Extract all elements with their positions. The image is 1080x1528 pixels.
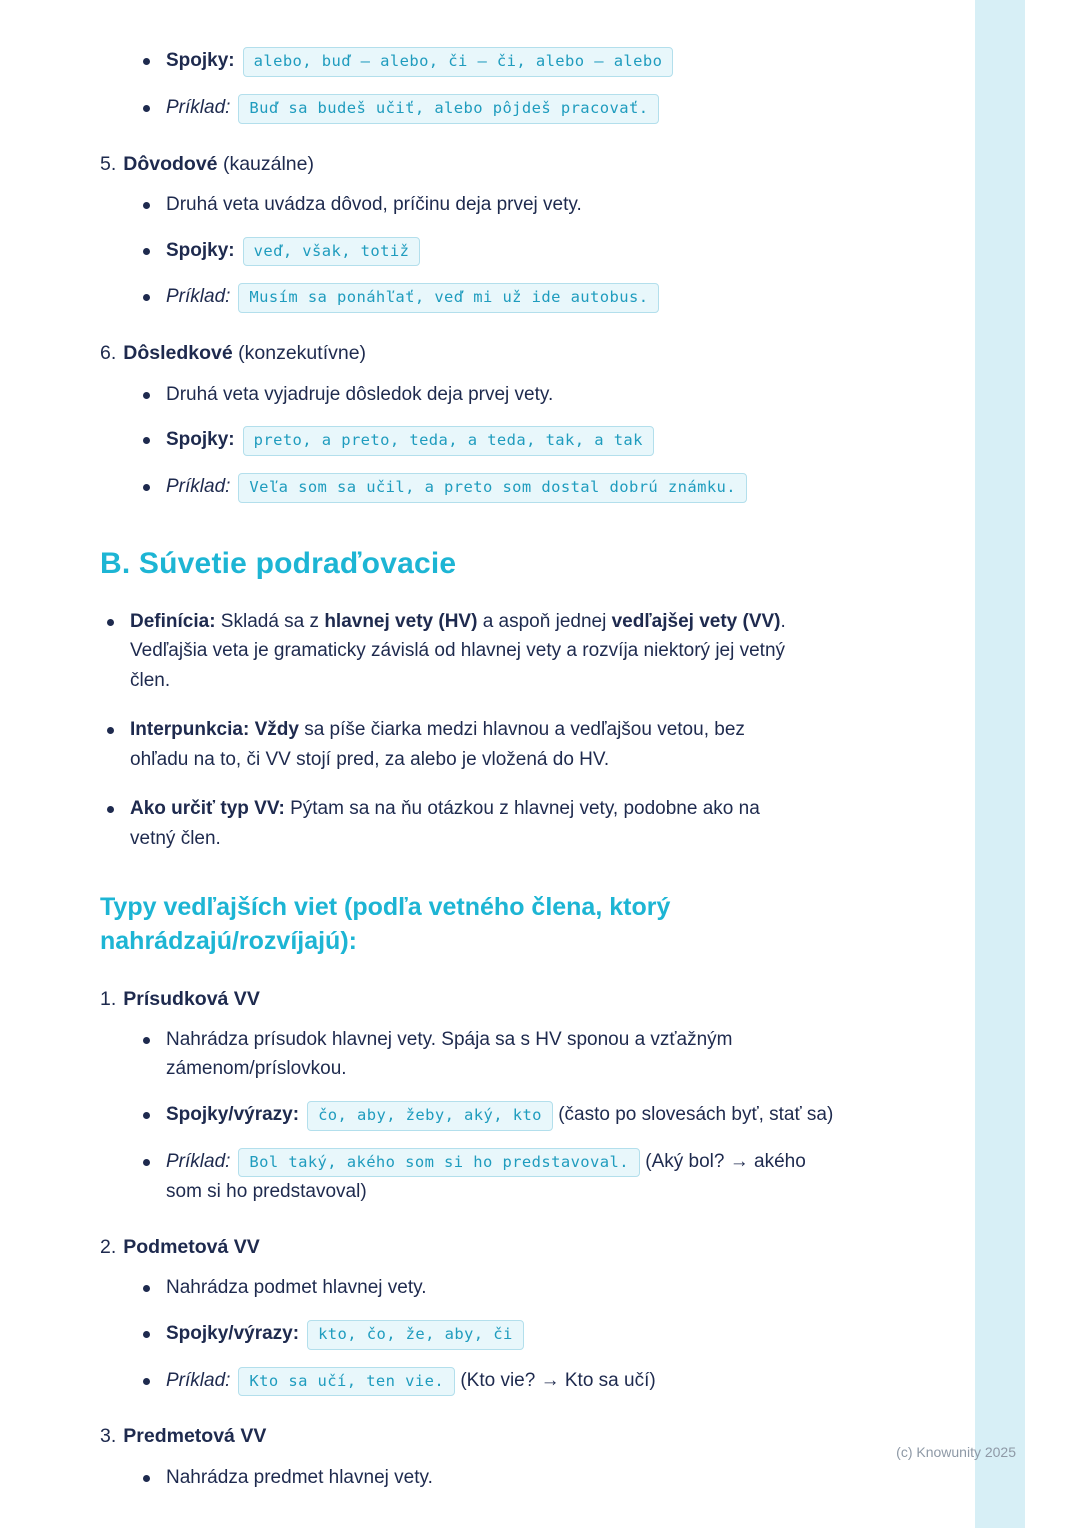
- priklad-label: Príklad:: [166, 1369, 231, 1391]
- item-title: Dôvodové: [123, 152, 218, 175]
- text-segment: Skladá sa z: [215, 610, 325, 632]
- spojky-code-chip: veď, však, totiž: [243, 237, 421, 267]
- list-item-description: [136, 190, 841, 219]
- continuation-list: [100, 46, 1080, 124]
- description-text: Nahrádza prísudok hlavnej vety. Spája sa s HV sponou a vzťažným zámenom/príslovkou.: [166, 1028, 733, 1080]
- numbered-heading: [100, 150, 1080, 178]
- spojky-label: Spojky/výrazy:: [166, 1322, 300, 1344]
- section-prisudkova-vv: [100, 985, 1080, 1207]
- item-bullets: [100, 190, 1080, 313]
- priklad-label: Príklad:: [166, 1150, 231, 1172]
- item-number: 6.: [100, 342, 117, 365]
- item-title: Podmetová VV: [123, 1235, 260, 1258]
- section-b-heading: B. Súvetie podraďovacie: [100, 546, 457, 580]
- spojky-code-chip: kto, čo, že, aby, či: [307, 1320, 524, 1350]
- priklad-label: Príklad:: [166, 286, 231, 308]
- list-item-description: [136, 1463, 841, 1492]
- list-item-definicia: [100, 607, 805, 695]
- item-title: Predmetová VV: [123, 1425, 267, 1448]
- item-title-suffix: (kauzálne): [217, 152, 314, 175]
- list-item-spojky: [136, 46, 841, 77]
- priklad-code-chip: Bol taký, akého som si ho predstavoval.: [238, 1148, 640, 1178]
- priklad-after-text: (Aký bol? → akého som si ho predstavoval): [166, 1150, 806, 1203]
- bold-segment: vedľajšej vety (VV): [611, 610, 781, 632]
- list-item-priklad: [136, 93, 841, 124]
- list-item-priklad: [136, 1366, 841, 1397]
- typy-vv-subheading: Typy vedľajších viet (podľa vetného člena, ktorý nahrádzajú/rozvíjajú):: [100, 893, 671, 955]
- list-item-description: [136, 380, 841, 409]
- list-item-priklad: [136, 1147, 841, 1207]
- priklad-code-chip: Kto sa učí, ten vie.: [238, 1367, 455, 1397]
- list-item-priklad: [136, 282, 841, 313]
- list-item-ako-urcit: [100, 794, 805, 853]
- item-bullets: [100, 1463, 1080, 1492]
- description-text: Druhá veta uvádza dôvod, príčinu deja prvej vety.: [166, 194, 582, 216]
- list-item-description: [136, 1273, 841, 1302]
- item-title: Prísudková VV: [123, 987, 260, 1010]
- list-item-spojky: [136, 1319, 841, 1350]
- text-segment: . Vedľajšia veta je gramaticky závislá od hlavnej vety a rozvíja niektorý jej vetný člen.: [130, 610, 786, 691]
- item-bullets: [100, 1025, 1080, 1207]
- spojky-label: Spojky/výrazy:: [166, 1103, 300, 1125]
- spojky-label: Spojky:: [166, 239, 235, 261]
- bold-segment: Ako určiť typ VV:: [130, 798, 285, 820]
- section-b-bullets: [100, 607, 1080, 853]
- description-text: Druhá veta vyjadruje dôsledok deja prvej vety.: [166, 383, 554, 405]
- item-bullets: [100, 1273, 1080, 1396]
- item-number: 1.: [100, 987, 117, 1010]
- list-item-spojky: [136, 236, 841, 267]
- item-title-suffix: (konzekutívne): [232, 342, 367, 365]
- list-item-spojky: [136, 1100, 841, 1131]
- numbered-heading: [100, 339, 1080, 367]
- spojky-code-chip: čo, aby, žeby, aký, kto: [307, 1101, 553, 1131]
- numbered-heading: [100, 1233, 1080, 1261]
- numbered-heading: [100, 985, 1080, 1013]
- priklad-label: Príklad:: [166, 476, 231, 498]
- page-footer: (c) Knowunity 2025: [896, 1444, 1016, 1460]
- priklad-code-chip: Musím sa ponáhľať, veď mi už ide autobus.: [238, 283, 659, 313]
- list-item-priklad: [136, 472, 841, 503]
- bold-segment: Interpunkcia: Vždy: [130, 719, 299, 741]
- spojky-code-chip: alebo, buď – alebo, či – či, alebo – alebo: [243, 47, 674, 77]
- item-number: 3.: [100, 1425, 117, 1448]
- priklad-label: Príklad:: [166, 96, 231, 118]
- priklad-code-chip: Buď sa budeš učiť, alebo pôjdeš pracovať.: [238, 94, 659, 124]
- spojky-after-text: (často po slovesách byť, stať sa): [552, 1103, 834, 1125]
- section-dovodove: [100, 150, 1080, 314]
- item-number: 5.: [100, 152, 117, 175]
- priklad-after-text: (Kto vie? → Kto sa učí): [455, 1369, 656, 1391]
- text-segment: a aspoň jednej: [477, 610, 612, 632]
- description-text: Nahrádza podmet hlavnej vety.: [166, 1277, 427, 1299]
- list-item-spojky: [136, 425, 841, 456]
- bold-segment: Definícia:: [130, 610, 216, 632]
- list-item-description: [136, 1025, 841, 1084]
- item-title: Dôsledkové: [123, 342, 233, 365]
- text-segment: sa píše čiarka medzi hlavnou a vedľajšou vetou, bez ohľadu na to, či VV stojí pred, za alebo je vložená do HV.: [130, 719, 745, 770]
- spojky-label: Spojky:: [166, 50, 235, 71]
- spojky-code-chip: preto, a preto, teda, a teda, tak, a tak: [243, 426, 654, 456]
- description-text: Nahrádza predmet hlavnej vety.: [166, 1466, 433, 1488]
- text-segment: Pýtam sa na ňu otázkou z hlavnej vety, podobne ako na vetný člen.: [130, 798, 760, 849]
- section-dosledkove: [100, 339, 1080, 503]
- section-podmetova-vv: [100, 1233, 1080, 1397]
- bold-segment: hlavnej vety (HV): [324, 610, 478, 632]
- spojky-label: Spojky:: [166, 429, 235, 451]
- item-bullets: [100, 380, 1080, 503]
- item-number: 2.: [100, 1235, 117, 1258]
- list-item-interpunkcia: [100, 715, 805, 774]
- priklad-code-chip: Veľa som sa učil, a preto som dostal dobrú známku.: [238, 473, 747, 503]
